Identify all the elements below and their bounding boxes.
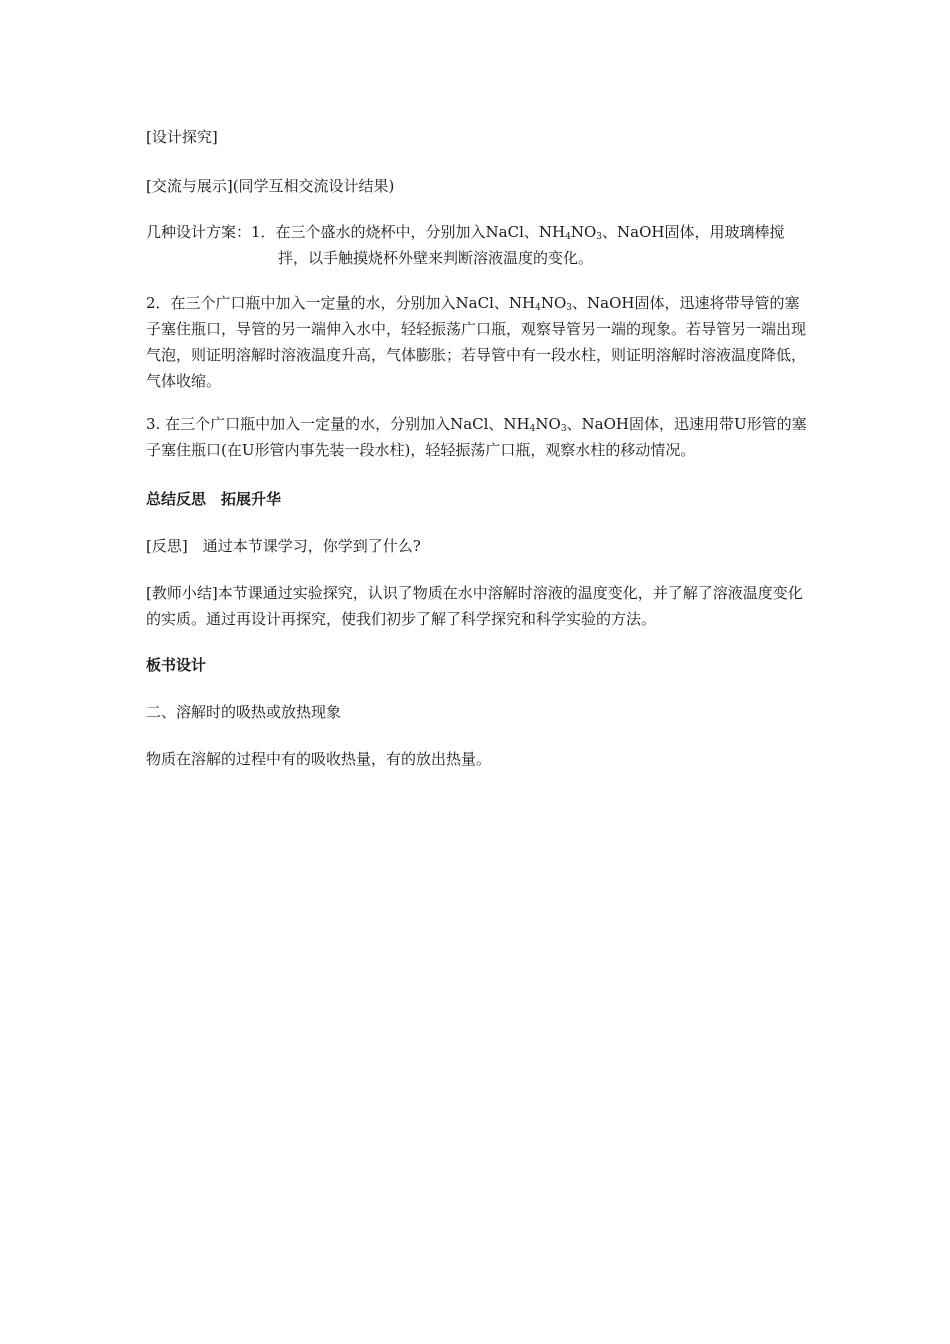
board-line-1: 二、溶解时的吸热或放热现象 [146, 703, 342, 721]
subscript: 3 [566, 303, 573, 313]
design-explore-heading: [设计探究] [146, 128, 218, 146]
board-line-2: 物质在溶解的过程中有的吸收热量，有的放出热量。 [146, 750, 492, 768]
plan-1-text-mid: NO [570, 223, 597, 241]
plan-2-text-mid: NO [540, 294, 567, 312]
plan-1-line-2: 拌，以手触摸烧杯外壁来判断溶液温度的变化。 [278, 249, 594, 267]
board-design-heading: 板书设计 [146, 656, 207, 674]
subscript: 4 [529, 424, 536, 434]
plan-1-text-rest: 、NaOH固体，用玻璃棒搅 [602, 223, 785, 241]
teacher-summary-paragraph: [教师小结]本节课通过实验探究，认识了物质在水中溶解时溶液的温度变化，并了解了溶液温度变化的实质。通过再设计再探究，使我们初步了解了科学探究和科学实验的方法。 [146, 584, 803, 628]
subscript: 4 [535, 303, 541, 313]
plan-3-text: 3. 在三个广口瓶中加入一定量的水，分别加入NaCl、NH [146, 415, 530, 433]
reflection-line: [反思] 通过本节课学习，你学到了什么? [146, 537, 421, 555]
subscript: 4 [565, 232, 571, 242]
plan-3-text-mid: NO [535, 415, 561, 433]
plan-3-paragraph [146, 411, 811, 463]
plan-2-paragraph [146, 290, 811, 394]
exchange-line: [交流与展示](同学互相交流设计结果) [146, 177, 395, 195]
summary-heading: 总结反思 拓展升华 [146, 490, 282, 508]
subscript: 3 [560, 424, 567, 434]
plan-2-text: 2．在三个广口瓶中加入一定量的水，分别加入NaCl、NH [146, 294, 536, 312]
plan-1-paragraph [146, 219, 811, 271]
plan-2-text-rest: 、NaOH固体，迅速将带导管的塞子塞住瓶口，导管的另一端伸入水中，轻轻振荡广口瓶，观察导管另一端的现象。若导管另一端出现气泡，则证明溶解时溶液温度升高，气体膨胀；若导管中有一段水柱，则证明溶解时溶液温度降低，气体收缩。 [146, 294, 807, 390]
subscript: 3 [596, 232, 603, 242]
plan-3-text-rest: 、NaOH固体，迅速用带U形管的塞子塞住瓶口(在U形管内事先装一段水柱)，轻轻振荡广口瓶，观察水柱的移动情况。 [146, 415, 807, 459]
plan-1-text: 几种设计方案：1．在三个盛水的烧杯中，分别加入NaCl、NH [146, 223, 566, 241]
